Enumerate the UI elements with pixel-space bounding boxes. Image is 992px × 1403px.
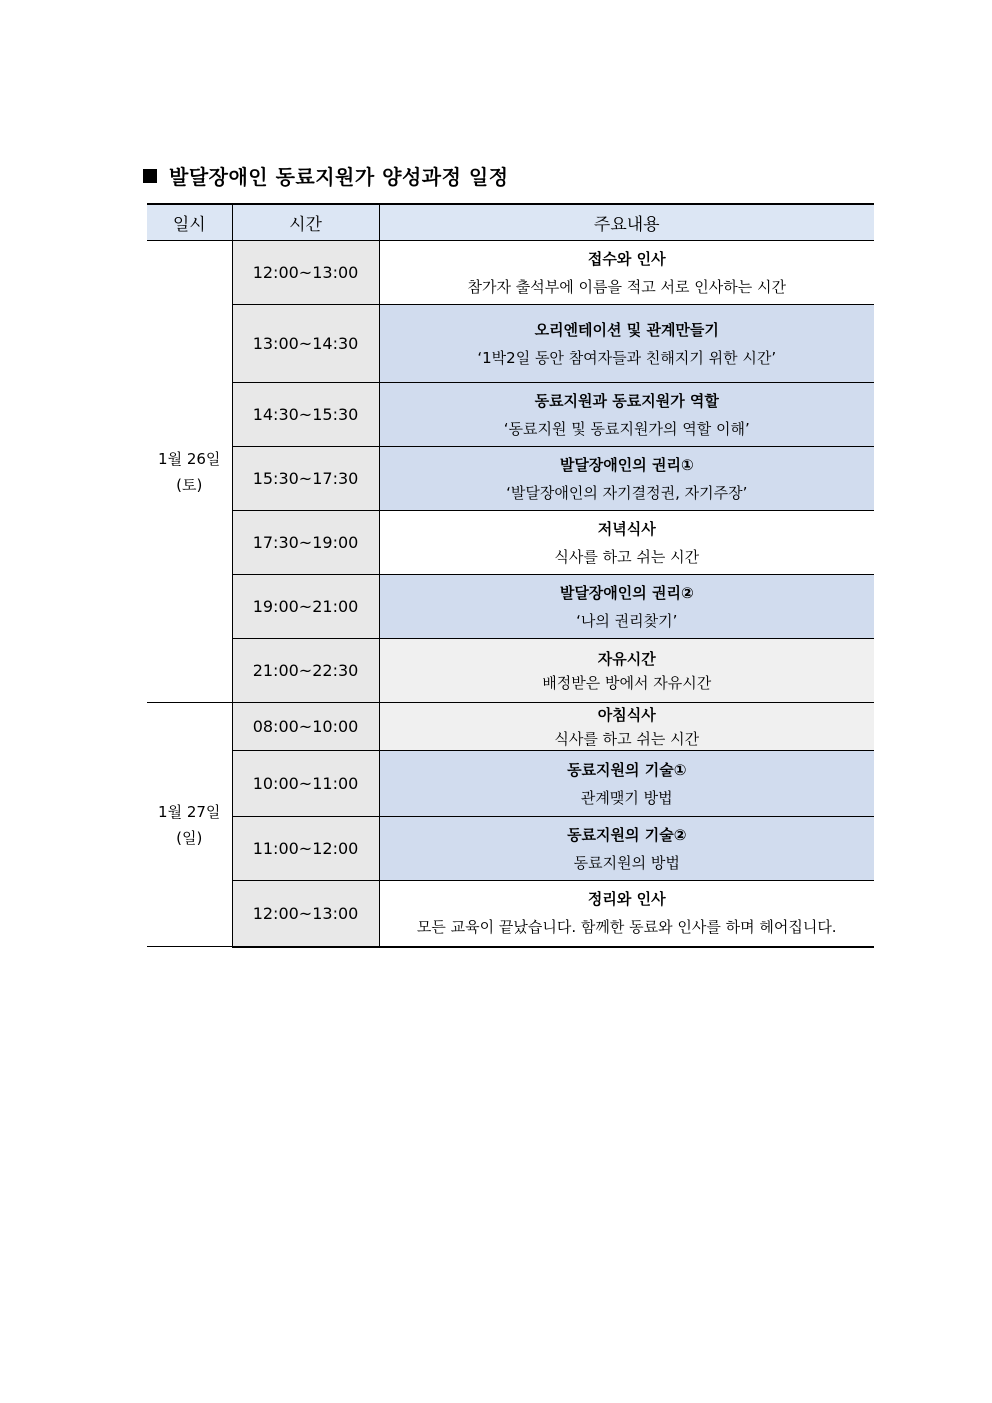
- page-title-text: 발달장애인 동료지원가 양성과정 일정: [169, 165, 509, 189]
- session-desc: 참가자 출석부에 이름을 적고 서로 인사하는 시간: [467, 277, 786, 296]
- content-cell: [379, 447, 874, 511]
- time-cell: 17:30~19:00: [232, 511, 379, 575]
- session-title: 접수와 인사: [587, 249, 666, 268]
- content-cell: [379, 575, 874, 639]
- session-title: 발달장애인의 권리②: [559, 583, 694, 602]
- time-cell: 12:00~13:00: [232, 241, 379, 305]
- table-row: [147, 639, 874, 703]
- day-date: 1월 26일: [158, 449, 221, 468]
- content-cell: [379, 511, 874, 575]
- session-title: 발달장애인의 권리①: [559, 455, 694, 474]
- table-row: [147, 575, 874, 639]
- content-cell: [379, 383, 874, 447]
- content-cell: [379, 639, 874, 703]
- day-date: 1월 27일: [158, 802, 221, 821]
- session-title: 동료지원의 기술②: [567, 825, 687, 844]
- session-desc: ‘나의 권리찾기’: [576, 611, 678, 630]
- table-row: [147, 817, 874, 881]
- session-desc: 관계맺기 방법: [580, 788, 673, 807]
- time-cell: 15:30~17:30: [232, 447, 379, 511]
- content-cell: [379, 703, 874, 751]
- session-desc: 모든 교육이 끝났습니다. 함께한 동료와 인사를 하며 헤어집니다.: [416, 918, 837, 937]
- table-row: [147, 305, 874, 383]
- day-cell-1: [147, 241, 232, 703]
- content-cell: [379, 881, 874, 947]
- table-row: [147, 511, 874, 575]
- table-row: [147, 751, 874, 817]
- session-title: 정리와 인사: [587, 890, 666, 909]
- session-desc: 식사를 하고 쉬는 시간: [554, 547, 700, 566]
- day-weekday: (일): [176, 828, 203, 847]
- time-cell: 08:00~10:00: [232, 703, 379, 751]
- time-cell: 21:00~22:30: [232, 639, 379, 703]
- session-title: 오리엔테이션 및 관계만들기: [534, 320, 719, 339]
- header-row: [147, 204, 874, 241]
- session-desc: ‘동료지원 및 동료지원가의 역할 이해’: [503, 419, 750, 438]
- time-cell: 14:30~15:30: [232, 383, 379, 447]
- content-cell: [379, 241, 874, 305]
- time-cell: 12:00~13:00: [232, 881, 379, 947]
- session-desc: 식사를 하고 쉬는 시간: [554, 729, 700, 748]
- day-cell-2: [147, 703, 232, 947]
- header-date: 일시: [147, 204, 232, 241]
- content-cell: [379, 817, 874, 881]
- table-row: [147, 241, 874, 305]
- session-desc: ‘발달장애인의 자기결정권, 자기주장’: [506, 483, 748, 502]
- time-cell: 10:00~11:00: [232, 751, 379, 817]
- header-content: 주요내용: [379, 204, 874, 241]
- session-title: 저녁식사: [597, 519, 656, 538]
- header-time: 시간: [232, 204, 379, 241]
- time-cell: 11:00~12:00: [232, 817, 379, 881]
- session-title: 아침식사: [597, 705, 656, 724]
- schedule-table: [147, 203, 874, 948]
- session-title: 동료지원과 동료지원가 역할: [534, 391, 719, 410]
- time-cell: 19:00~21:00: [232, 575, 379, 639]
- session-desc: 동료지원의 방법: [573, 853, 680, 872]
- session-desc: 배정받은 방에서 자유시간: [542, 673, 712, 692]
- session-desc: ‘1박2일 동안 참여자들과 친해지기 위한 시간’: [477, 348, 777, 367]
- square-bullet-icon: [143, 169, 157, 183]
- page-title: [143, 161, 509, 190]
- content-cell: [379, 305, 874, 383]
- table-row: [147, 447, 874, 511]
- time-cell: 13:00~14:30: [232, 305, 379, 383]
- day-weekday: (토): [176, 475, 203, 494]
- table-row: [147, 881, 874, 947]
- session-title: 동료지원의 기술①: [567, 760, 687, 779]
- session-title: 자유시간: [597, 649, 656, 668]
- table-row: [147, 703, 874, 751]
- table-row: [147, 383, 874, 447]
- content-cell: [379, 751, 874, 817]
